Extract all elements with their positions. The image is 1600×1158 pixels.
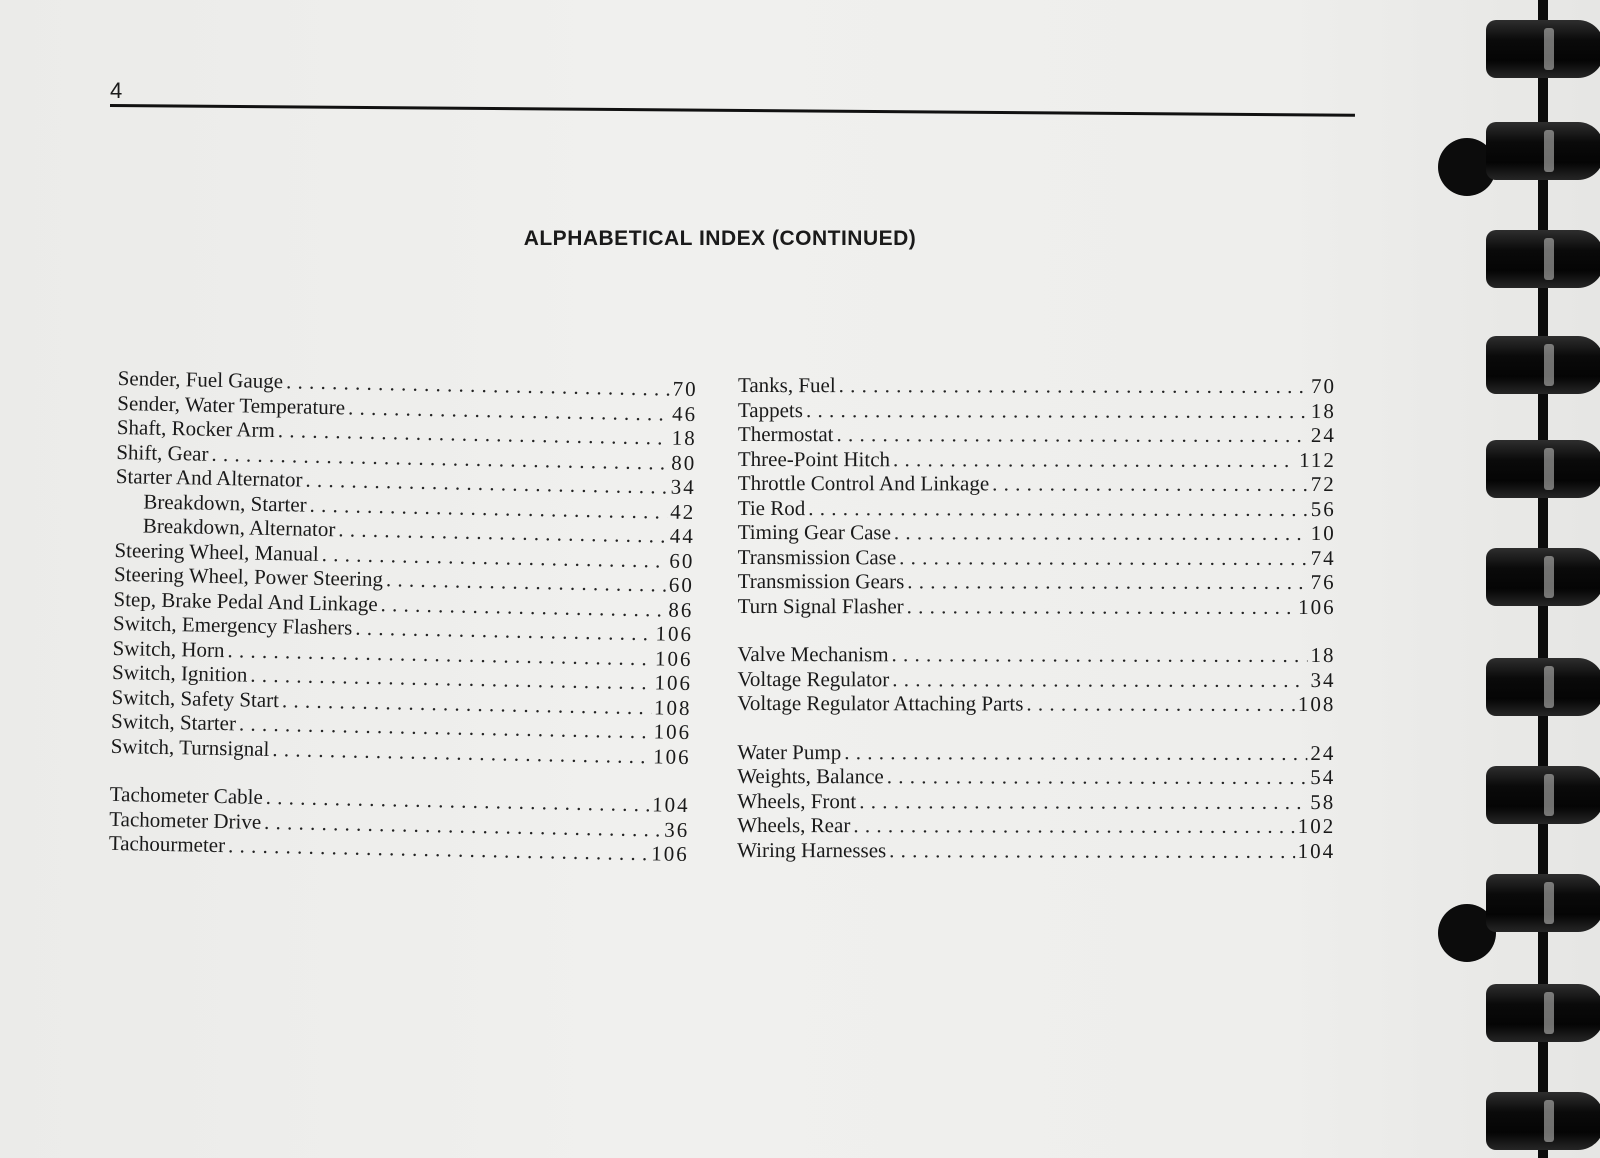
binding-coil — [1486, 230, 1600, 288]
index-group-gap — [738, 618, 1336, 643]
binding-coil — [1486, 548, 1600, 606]
index-entry-label: Transmission Case — [737, 544, 897, 569]
binding-coil — [1486, 440, 1600, 498]
index-entry-label: Starter And Alternator — [115, 463, 303, 492]
index-entry — [737, 691, 1335, 717]
index-entry-page: 18 — [671, 425, 697, 451]
dot-leader — [844, 740, 1307, 765]
index-entry-page: 42 — [670, 499, 696, 524]
index-entry-label: Valve Mechanism — [737, 641, 889, 667]
index-entry-label: Wheels, Rear — [737, 812, 851, 838]
index-entry-label: Shaft, Rocker Arm — [116, 414, 276, 443]
index-entry-label: Wheels, Front — [737, 788, 857, 813]
index-entry-label: Sender, Water Temperature — [117, 390, 346, 419]
binding-coil — [1486, 20, 1600, 78]
index-entry-page: 104 — [1297, 838, 1336, 863]
index-entry — [737, 666, 1335, 692]
page-number: 4 — [110, 78, 123, 103]
index-entry-page: 112 — [1299, 447, 1336, 472]
index-entry-page: 86 — [668, 597, 694, 622]
index-entry-page: 106 — [1298, 594, 1336, 619]
index-entry-page: 10 — [1310, 520, 1336, 546]
index-entry-page: 106 — [652, 743, 691, 769]
dot-leader — [853, 813, 1294, 838]
index-entry-label: Switch, Ignition — [111, 659, 248, 687]
index-entry-page: 36 — [663, 817, 690, 842]
index-entry-page: 18 — [1310, 398, 1336, 423]
dot-leader — [806, 398, 1308, 423]
dot-leader — [889, 838, 1295, 863]
dot-leader — [839, 373, 1308, 398]
index-entry — [738, 373, 1336, 399]
index-entry-label: Voltage Regulator — [737, 666, 890, 691]
dot-leader — [837, 422, 1308, 447]
index-entry-page: 108 — [653, 694, 692, 720]
index-entry-label: Thermostat — [737, 421, 834, 447]
binding-coil — [1486, 1092, 1600, 1150]
binding-coil — [1486, 874, 1600, 932]
index-entry-label: Switch, Turnsignal — [110, 733, 270, 761]
index-entry-page: 34 — [670, 474, 697, 500]
index-column-right — [737, 373, 1336, 863]
index-entry-label: Tachometer Drive — [109, 806, 262, 834]
index-entry-label: Switch, Horn — [112, 635, 225, 662]
index-entry-page: 54 — [1310, 764, 1336, 790]
index-entry-label: Weights, Balance — [737, 763, 884, 789]
header-rule — [110, 104, 1355, 117]
index-entry-label: Shift, Gear — [116, 439, 209, 466]
index-entry-label: Steering Wheel, Manual — [114, 537, 319, 566]
index-entry — [738, 569, 1336, 595]
index-entry-page: 18 — [1310, 642, 1336, 668]
index-entry-label: Three-Point Hitch — [737, 446, 891, 471]
index-entry — [738, 520, 1336, 546]
dot-leader — [992, 471, 1308, 496]
index-entry-label: Switch, Safety Start — [111, 684, 280, 712]
spiral-binding — [1460, 0, 1600, 1158]
index-entry-page: 108 — [1297, 691, 1336, 717]
binding-coil — [1486, 766, 1600, 824]
index-entry-label: Throttle Control And Linkage — [737, 470, 990, 496]
index-entry-label: Switch, Starter — [110, 708, 237, 736]
index-entry-label: Transmission Gears — [737, 568, 905, 594]
index-entry-label: Water Pump — [737, 739, 842, 764]
index-entry-label: Tachometer Cable — [109, 781, 264, 809]
index-entry — [738, 471, 1336, 497]
index-entry-label: Tachourmeter — [108, 830, 226, 858]
index-entry-page: 106 — [651, 841, 689, 867]
index-entry-page: 102 — [1297, 813, 1336, 839]
dot-leader — [899, 545, 1308, 570]
index-entry — [737, 813, 1335, 839]
index-entry-page: 74 — [1310, 545, 1336, 570]
dot-leader — [892, 667, 1307, 692]
index-entry-label: Timing Gear Case — [737, 519, 891, 545]
index-entry — [738, 544, 1336, 570]
index-entry — [738, 397, 1336, 423]
index-entry — [737, 837, 1335, 863]
index-entry-page: 104 — [651, 792, 690, 818]
index-entry-page: 46 — [671, 401, 698, 426]
dot-leader — [892, 642, 1308, 667]
index-group-gap — [737, 715, 1335, 740]
index-entry-page: 44 — [669, 523, 696, 549]
index-entry-label: Steering Wheel, Power Steering — [113, 561, 384, 592]
index-entry — [737, 642, 1335, 668]
binding-coil — [1486, 984, 1600, 1042]
index-entry-label: Turn Signal Flasher — [737, 593, 904, 618]
index-entry — [738, 446, 1336, 472]
page-title: ALPHABETICAL INDEX (CONTINUED) — [523, 227, 917, 250]
index-entry-label: Breakdown, Alternator — [142, 513, 336, 542]
index-entry-page: 106 — [654, 645, 693, 671]
index-entry-page: 60 — [668, 572, 695, 598]
dot-leader — [808, 496, 1308, 521]
index-entry — [737, 788, 1335, 814]
dot-leader — [887, 764, 1308, 789]
index-entry-label: Tanks, Fuel — [737, 373, 836, 398]
index-entry — [738, 495, 1336, 521]
index-entry-page: 106 — [653, 719, 692, 745]
dot-leader — [894, 520, 1308, 545]
index-entry-page: 106 — [655, 621, 694, 647]
index-entry-label: Sender, Fuel Gauge — [117, 366, 284, 394]
index-entry — [738, 422, 1336, 448]
index-entry-page: 34 — [1310, 667, 1336, 692]
dot-leader — [907, 569, 1307, 594]
index-entry-page: 70 — [672, 376, 698, 402]
binding-coil — [1486, 658, 1600, 716]
index-entry-label: Switch, Emergency Flashers — [112, 610, 353, 640]
binding-coil — [1486, 122, 1600, 180]
index-entry-label: Voltage Regulator Attaching Parts — [737, 690, 1024, 716]
dot-leader — [1026, 692, 1295, 717]
index-entry-page: 24 — [1310, 423, 1336, 448]
index-entry-label: Step, Brake Pedal And Linkage — [113, 586, 378, 616]
index-entry-page: 72 — [1310, 471, 1336, 497]
index-entry — [737, 739, 1335, 765]
dot-leader — [907, 594, 1295, 619]
index-entry-page: 76 — [1310, 569, 1336, 595]
index-entry-label: Tie Rod — [737, 495, 806, 520]
index-entry — [737, 764, 1335, 790]
dot-leader — [893, 447, 1296, 472]
index-entry — [738, 593, 1336, 619]
index-entry-page: 58 — [1310, 789, 1336, 814]
index-entry-page: 56 — [1310, 496, 1336, 521]
index-entry-label: Breakdown, Starter — [143, 489, 307, 517]
index-entry-label: Tappets — [737, 397, 803, 422]
index-entry-page: 70 — [1310, 374, 1336, 399]
dot-leader — [859, 789, 1307, 814]
index-entry-page: 80 — [671, 450, 697, 475]
index-entry-page: 60 — [669, 548, 695, 573]
index-entry-label: Wiring Harnesses — [737, 837, 887, 862]
index-entry-page: 24 — [1310, 740, 1336, 765]
index-entry-page: 106 — [654, 670, 693, 696]
index-column-left — [109, 366, 698, 867]
binding-coil — [1486, 336, 1600, 394]
